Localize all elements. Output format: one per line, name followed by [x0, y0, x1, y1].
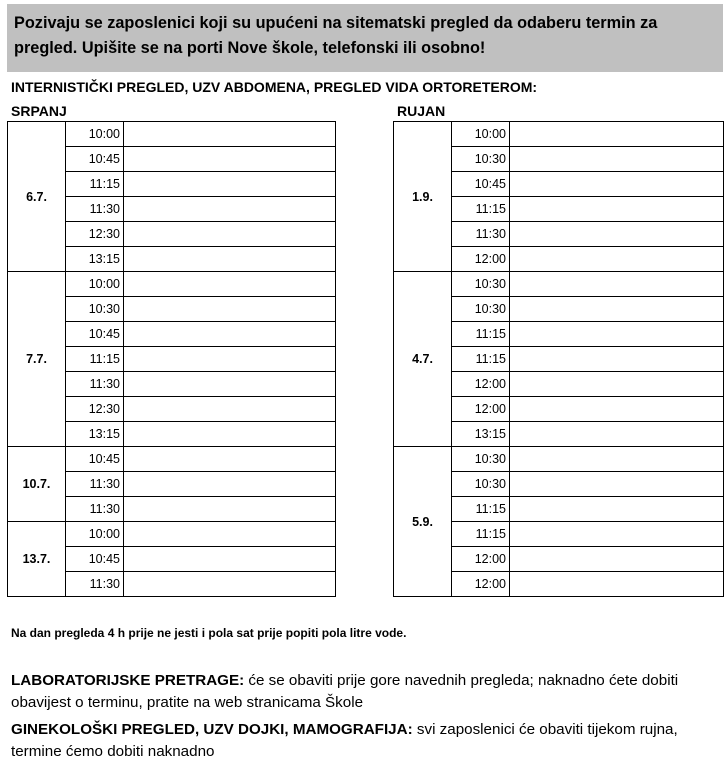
- time-cell: 11:15: [452, 347, 510, 372]
- signup-cell[interactable]: [124, 172, 336, 197]
- schedule-table-rujan: [393, 121, 724, 597]
- signup-cell[interactable]: [124, 297, 336, 322]
- announcement-banner: Pozivaju se zaposlenici koji su upućeni na sitematski pregled da odaberu termin za pregled. Upišite se na porti Nove škole, telefonski ili osobno!: [7, 4, 723, 72]
- time-cell: 13:15: [66, 422, 124, 447]
- signup-cell[interactable]: [510, 397, 724, 422]
- signup-cell[interactable]: [124, 497, 336, 522]
- table-row: [8, 522, 336, 547]
- time-cell: 10:45: [66, 447, 124, 472]
- time-cell: 12:00: [452, 547, 510, 572]
- signup-cell[interactable]: [510, 272, 724, 297]
- table-row: [8, 122, 336, 147]
- time-cell: 10:45: [452, 172, 510, 197]
- time-cell: 11:30: [66, 572, 124, 597]
- date-cell: 1.9.: [394, 122, 452, 272]
- time-cell: 10:45: [66, 147, 124, 172]
- signup-cell[interactable]: [510, 147, 724, 172]
- date-cell: 4.7.: [394, 272, 452, 447]
- gynecology-text: svi zaposlenici će obaviti tijekom rujna, termine ćemo dobiti naknadno: [11, 721, 678, 760]
- time-cell: 13:15: [66, 247, 124, 272]
- signup-cell[interactable]: [124, 397, 336, 422]
- table-row: [394, 122, 724, 147]
- signup-cell[interactable]: [510, 497, 724, 522]
- signup-cell[interactable]: [510, 522, 724, 547]
- laboratory-paragraph: [11, 670, 721, 714]
- date-cell: 13.7.: [8, 522, 66, 597]
- signup-cell[interactable]: [510, 172, 724, 197]
- time-cell: 11:30: [452, 222, 510, 247]
- signup-cell[interactable]: [124, 572, 336, 597]
- signup-cell[interactable]: [124, 447, 336, 472]
- time-cell: 12:00: [452, 397, 510, 422]
- signup-cell[interactable]: [124, 147, 336, 172]
- table-row: [8, 272, 336, 297]
- month-heading-rujan: RUJAN: [397, 103, 446, 119]
- signup-cell[interactable]: [510, 247, 724, 272]
- signup-cell[interactable]: [510, 122, 724, 147]
- table-row: [394, 447, 724, 472]
- time-cell: 10:45: [66, 322, 124, 347]
- time-cell: 11:15: [452, 197, 510, 222]
- signup-cell[interactable]: [124, 472, 336, 497]
- signup-cell[interactable]: [510, 372, 724, 397]
- signup-cell[interactable]: [124, 197, 336, 222]
- time-cell: 10:00: [66, 522, 124, 547]
- signup-cell[interactable]: [510, 472, 724, 497]
- time-cell: 12:30: [66, 222, 124, 247]
- time-cell: 10:30: [452, 147, 510, 172]
- gynecology-label: GINEKOLOŠKI PREGLED, UZV DOJKI, MAMOGRAFIJA:: [11, 721, 413, 738]
- time-cell: 13:15: [452, 422, 510, 447]
- signup-cell[interactable]: [124, 272, 336, 297]
- laboratory-label: LABORATORIJSKE PRETRAGE:: [11, 672, 245, 689]
- time-cell: 10:00: [66, 122, 124, 147]
- date-cell: 10.7.: [8, 447, 66, 522]
- time-cell: 11:30: [66, 372, 124, 397]
- date-cell: 5.9.: [394, 447, 452, 597]
- time-cell: 10:00: [66, 272, 124, 297]
- signup-cell[interactable]: [124, 222, 336, 247]
- time-cell: 12:00: [452, 247, 510, 272]
- signup-cell[interactable]: [124, 522, 336, 547]
- time-cell: 11:15: [452, 522, 510, 547]
- time-cell: 11:15: [66, 172, 124, 197]
- signup-cell[interactable]: [124, 122, 336, 147]
- signup-cell[interactable]: [510, 322, 724, 347]
- time-cell: 12:00: [452, 372, 510, 397]
- date-cell: 6.7.: [8, 122, 66, 272]
- month-heading-srpanj: SRPANJ: [11, 103, 67, 119]
- time-cell: 10:30: [452, 447, 510, 472]
- signup-cell[interactable]: [124, 347, 336, 372]
- signup-cell[interactable]: [124, 322, 336, 347]
- signup-cell[interactable]: [510, 547, 724, 572]
- laboratory-text: će se obaviti prije gore navednih pregleda; naknadno ćete dobiti obavijest o terminu, pratite na web stranicama Škole: [11, 672, 679, 711]
- signup-cell[interactable]: [510, 447, 724, 472]
- time-cell: 10:45: [66, 547, 124, 572]
- gynecology-paragraph: [11, 719, 721, 763]
- signup-cell[interactable]: [124, 372, 336, 397]
- section-title: INTERNISTIČKI PREGLED, UZV ABDOMENA, PREGLED VIDA ORTORETEROM:: [11, 79, 538, 95]
- time-cell: 10:00: [452, 122, 510, 147]
- date-cell: 7.7.: [8, 272, 66, 447]
- signup-cell[interactable]: [124, 547, 336, 572]
- time-cell: 11:15: [66, 347, 124, 372]
- signup-cell[interactable]: [510, 422, 724, 447]
- preparation-note: Na dan pregleda 4 h prije ne jesti i pola sat prije popiti pola litre vode.: [11, 626, 407, 640]
- signup-cell[interactable]: [510, 222, 724, 247]
- signup-cell[interactable]: [510, 297, 724, 322]
- signup-cell[interactable]: [510, 347, 724, 372]
- time-cell: 11:15: [452, 497, 510, 522]
- time-cell: 11:30: [66, 472, 124, 497]
- time-cell: 11:30: [66, 197, 124, 222]
- table-row: [8, 447, 336, 472]
- time-cell: 10:30: [452, 272, 510, 297]
- time-cell: 10:30: [66, 297, 124, 322]
- signup-cell[interactable]: [124, 422, 336, 447]
- table-row: [394, 272, 724, 297]
- signup-cell[interactable]: [510, 197, 724, 222]
- schedule-table-srpanj: [7, 121, 336, 597]
- time-cell: 11:15: [452, 322, 510, 347]
- time-cell: 11:30: [66, 497, 124, 522]
- signup-cell[interactable]: [124, 247, 336, 272]
- signup-cell[interactable]: [510, 572, 724, 597]
- time-cell: 12:30: [66, 397, 124, 422]
- time-cell: 12:00: [452, 572, 510, 597]
- time-cell: 10:30: [452, 472, 510, 497]
- time-cell: 10:30: [452, 297, 510, 322]
